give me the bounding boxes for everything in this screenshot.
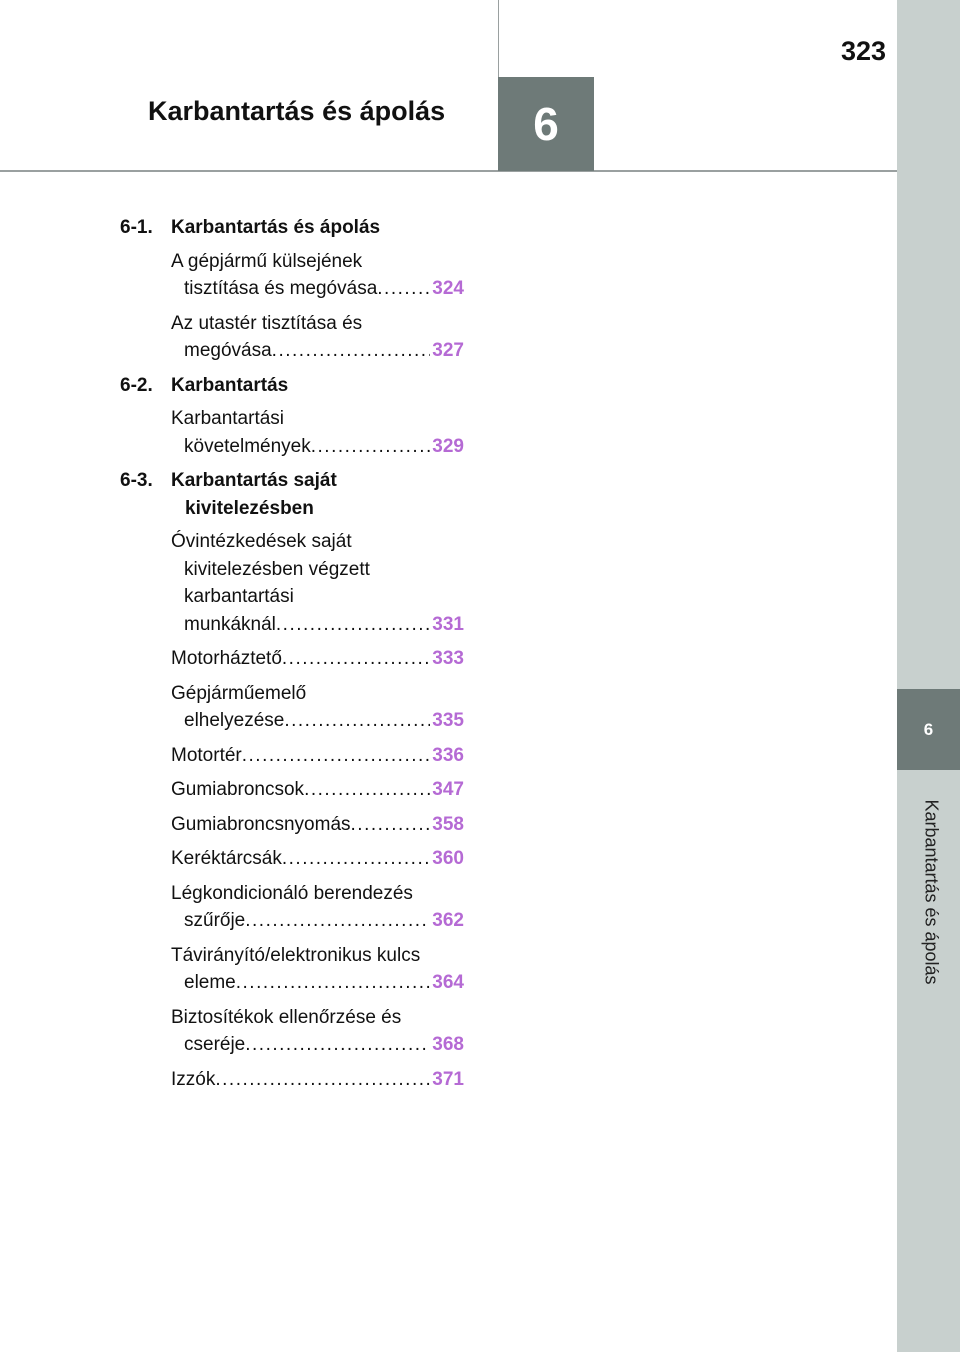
toc-entry[interactable]	[171, 811, 464, 846]
toc-entry[interactable]	[171, 880, 464, 942]
entry-title: Karbantartási	[171, 408, 285, 429]
section-title: Karbantartás	[171, 374, 289, 396]
page-ref-link[interactable]: 358	[432, 813, 464, 835]
page-ref-link[interactable]: 329	[432, 435, 464, 457]
page-ref-link[interactable]: 324	[432, 278, 464, 299]
toc-entry[interactable]	[171, 680, 464, 742]
section-title-continued: kivitelezésben	[185, 497, 314, 519]
entry-title: munkáknál	[184, 613, 276, 635]
page-ref-link[interactable]: 331	[432, 613, 464, 635]
entry-title: cseréje	[184, 1034, 246, 1055]
entry-title: Gumiabroncsnyomás	[171, 813, 351, 835]
page-ref-link[interactable]: 335	[432, 710, 464, 731]
entry-title: Gumiabroncsok	[171, 779, 305, 800]
section-title: Karbantartás saját	[171, 470, 337, 491]
entry-title: elhelyezése	[184, 710, 285, 731]
dot-leader	[377, 275, 430, 303]
side-tab-label: Karbantartás és ápolás	[921, 799, 942, 985]
chapter-number-box: 6	[498, 77, 594, 171]
entry-title: Motorháztető	[171, 648, 282, 669]
toc-entry[interactable]	[171, 742, 464, 777]
dot-leader	[272, 337, 431, 365]
entry-title: kivitelezésben végzett	[184, 558, 370, 580]
page-ref-link[interactable]: 347	[432, 779, 464, 800]
dot-leader	[276, 611, 430, 639]
page-ref-link[interactable]: 362	[432, 910, 464, 931]
page-ref-link[interactable]: 336	[432, 744, 464, 766]
entry-title: Az utastér tisztítása és	[171, 312, 363, 334]
dot-leader	[215, 1066, 430, 1094]
entry-title: megóvása	[184, 340, 272, 361]
page-ref-link[interactable]: 368	[432, 1034, 464, 1055]
entry-title: Biztosítékok ellenőrzése és	[171, 1006, 402, 1028]
toc-section	[120, 372, 464, 406]
entry-title: Légkondicionáló berendezés	[171, 882, 413, 904]
section-title: Karbantartás és ápolás	[171, 217, 381, 238]
header-divider	[0, 170, 898, 172]
entry-title: Távirányító/elektronikus kulcs	[171, 944, 421, 966]
entry-title: Motortér	[171, 744, 242, 766]
toc-entry[interactable]	[171, 645, 464, 680]
entry-title: követelmények	[184, 435, 311, 457]
page-ref-link[interactable]: 371	[432, 1068, 464, 1090]
toc-section	[120, 214, 464, 248]
page-ref-link[interactable]: 327	[432, 340, 464, 361]
entry-title: Izzók	[171, 1068, 216, 1090]
entry-title: A gépjármű külsejének	[171, 250, 363, 272]
entry-title: karbantartási	[184, 586, 294, 607]
page-ref-link[interactable]: 360	[432, 848, 464, 869]
page-number: 323	[840, 36, 886, 66]
table-of-contents	[120, 214, 464, 1100]
entry-title: eleme	[184, 972, 236, 993]
entry-title: tisztítása és megóvása	[184, 278, 378, 299]
toc-entry[interactable]	[171, 1066, 464, 1101]
side-tab-chapter[interactable]: 6	[897, 689, 960, 770]
entry-title: szűrője	[184, 910, 246, 931]
dot-leader	[351, 811, 431, 839]
toc-entry[interactable]	[171, 310, 464, 372]
dot-leader	[311, 433, 431, 461]
header-vertical-rule	[498, 0, 499, 78]
dot-leader	[282, 845, 430, 873]
chapter-title: Karbantartás és ápolás	[148, 96, 446, 126]
dot-leader	[284, 707, 430, 735]
toc-entry[interactable]	[171, 248, 464, 310]
dot-leader	[245, 1031, 430, 1059]
page-ref-link[interactable]: 364	[432, 972, 464, 993]
toc-entry[interactable]	[171, 776, 464, 811]
toc-entry[interactable]	[171, 528, 464, 645]
side-tab-strip	[897, 0, 960, 1352]
toc-entry[interactable]	[171, 942, 464, 1004]
dot-leader	[282, 645, 430, 673]
dot-leader	[236, 969, 431, 997]
section-number: 6-1.	[120, 217, 153, 238]
entry-title: Keréktárcsák	[171, 848, 282, 869]
entry-title: Gépjárműemelő	[171, 682, 307, 704]
section-number: 6-2.	[120, 374, 153, 396]
toc-entry[interactable]	[171, 845, 464, 880]
dot-leader	[242, 742, 431, 770]
dot-leader	[304, 776, 430, 804]
dot-leader	[245, 907, 430, 935]
section-number: 6-3.	[120, 470, 153, 491]
page-ref-link[interactable]: 333	[432, 648, 464, 669]
toc-entry[interactable]	[171, 405, 464, 467]
toc-section	[120, 467, 464, 528]
toc-entry[interactable]	[171, 1004, 464, 1066]
entry-title: Óvintézkedések saját	[171, 531, 352, 552]
